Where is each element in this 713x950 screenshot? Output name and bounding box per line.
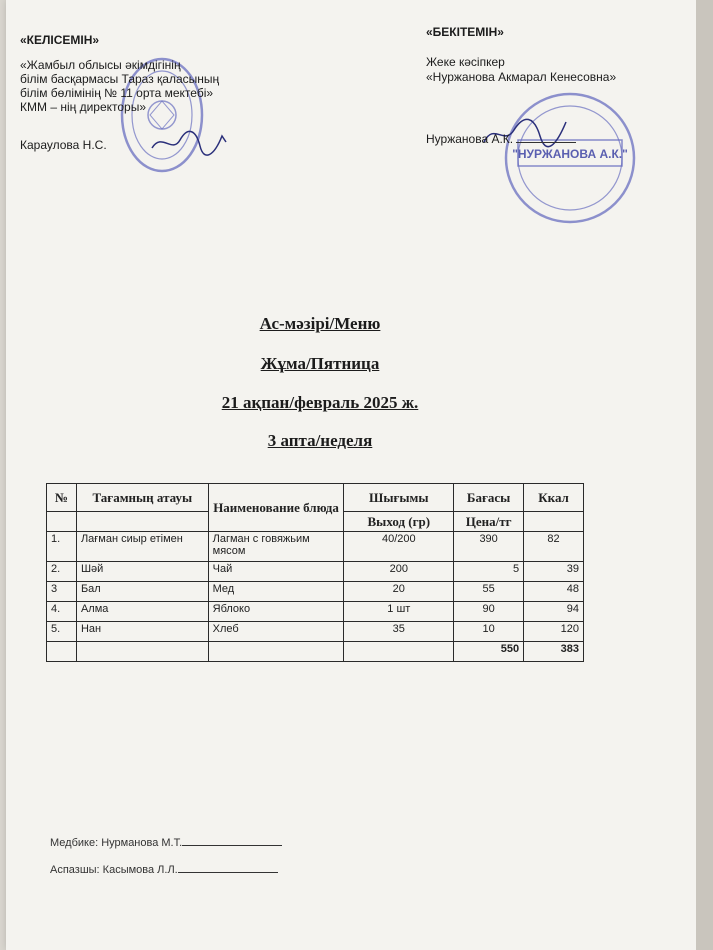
signature-line (516, 132, 576, 143)
cell-num: 3 (47, 582, 77, 602)
table-row (47, 622, 584, 642)
approval-right-signature-text: Нуржанова А.К. (426, 132, 514, 146)
nurse-label: Медбике: Нурманова М.Т. (50, 837, 183, 849)
cell-name-kz: Бал (76, 582, 208, 602)
week-title: 3 апта/неделя (267, 431, 373, 450)
cell-yield: 40/200 (344, 532, 454, 562)
cook-signature-line (178, 862, 278, 873)
header-yield-kz: Шығымы (344, 484, 454, 512)
approval-left-title: «КЕЛІСЕМІН» (20, 33, 100, 47)
header-price-kz: Бағасы (454, 484, 524, 512)
round-seal-right (500, 88, 640, 228)
cell-yield: 1 шт (344, 602, 454, 622)
cell-num: 2. (47, 562, 77, 582)
date-title: 21 ақпан/февраль 2025 ж. (221, 393, 419, 412)
cell-kcal: 82 (524, 532, 584, 562)
header-num: № (47, 484, 77, 512)
background-edge (696, 0, 713, 950)
table-total-row (47, 642, 584, 662)
cell-price: 90 (454, 602, 524, 622)
approval-right-body (426, 55, 616, 85)
stamp-right-text: "НУРЖАНОВА А.К." (512, 147, 628, 161)
approval-right-line: Жеке кәсіпкер (426, 55, 505, 69)
nurse-signature-line (182, 835, 282, 846)
approval-left-line: «Жамбыл облысы әкімдігінің (20, 58, 181, 72)
cell-name-ru: Лагман с говяжьим мясом (208, 532, 344, 562)
header-name-ru: Наименование блюда (208, 484, 344, 532)
cell-kcal: 48 (524, 582, 584, 602)
cell-name-kz: Алма (76, 602, 208, 622)
cell-name-kz: Нан (76, 622, 208, 642)
cell-price: 390 (454, 532, 524, 562)
cook-signature (50, 862, 278, 876)
cell-kcal: 39 (524, 562, 584, 582)
approval-left-body (20, 58, 250, 114)
nurse-signature (50, 835, 282, 849)
cook-label: Аспазшы: Касымова Л.Л. (50, 864, 178, 876)
approval-left-signature: Караулова Н.С. (20, 138, 107, 152)
approval-left-line: білім басқармасы Тараз қаласының (20, 72, 220, 86)
approval-right-title: «БЕКІТЕМІН» (426, 25, 504, 39)
approval-left-line: КММ – нің директоры» (20, 100, 147, 114)
table-row (47, 582, 584, 602)
header-empty (524, 512, 584, 532)
approval-left-line: білім бөлімінің № 11 орта мектебі» (20, 86, 214, 100)
cell-empty (208, 642, 344, 662)
approval-right-line: «Нуржанова Акмарал Кенесовна» (426, 70, 617, 84)
cell-name-ru: Хлеб (208, 622, 344, 642)
header-yield-ru: Выход (гр) (344, 512, 454, 532)
cell-num: 4. (47, 602, 77, 622)
cell-empty (344, 642, 454, 662)
cell-empty (76, 642, 208, 662)
total-kcal: 383 (524, 642, 584, 662)
total-price: 550 (454, 642, 524, 662)
cell-kcal: 120 (524, 622, 584, 642)
cell-name-ru: Мед (208, 582, 344, 602)
cell-empty (47, 642, 77, 662)
cell-yield: 200 (344, 562, 454, 582)
cell-yield: 20 (344, 582, 454, 602)
table-row (47, 602, 584, 622)
header-empty (47, 512, 77, 532)
cell-price: 10 (454, 622, 524, 642)
menu-table (46, 483, 584, 662)
menu-title: Ас-мәзірі/Меню (259, 314, 381, 333)
day-title: Жұма/Пятница (260, 354, 380, 373)
cell-name-ru: Яблоко (208, 602, 344, 622)
table-row (47, 532, 584, 562)
header-name-kz: Тағамның атауы (76, 484, 208, 512)
cell-name-kz: Шәй (76, 562, 208, 582)
cell-num: 1. (47, 532, 77, 562)
cell-yield: 35 (344, 622, 454, 642)
cell-num: 5. (47, 622, 77, 642)
cell-name-ru: Чай (208, 562, 344, 582)
approval-right-signature (426, 132, 576, 146)
signature-left (150, 128, 230, 158)
cell-name-kz: Лағман сиыр етімен (76, 532, 208, 562)
cell-price: 5 (454, 562, 524, 582)
table-row (47, 562, 584, 582)
cell-price: 55 (454, 582, 524, 602)
header-price-ru: Цена/тг (454, 512, 524, 532)
header-kcal: Ккал (524, 484, 584, 512)
table-header-row (47, 484, 584, 512)
header-empty (76, 512, 208, 532)
cell-kcal: 94 (524, 602, 584, 622)
